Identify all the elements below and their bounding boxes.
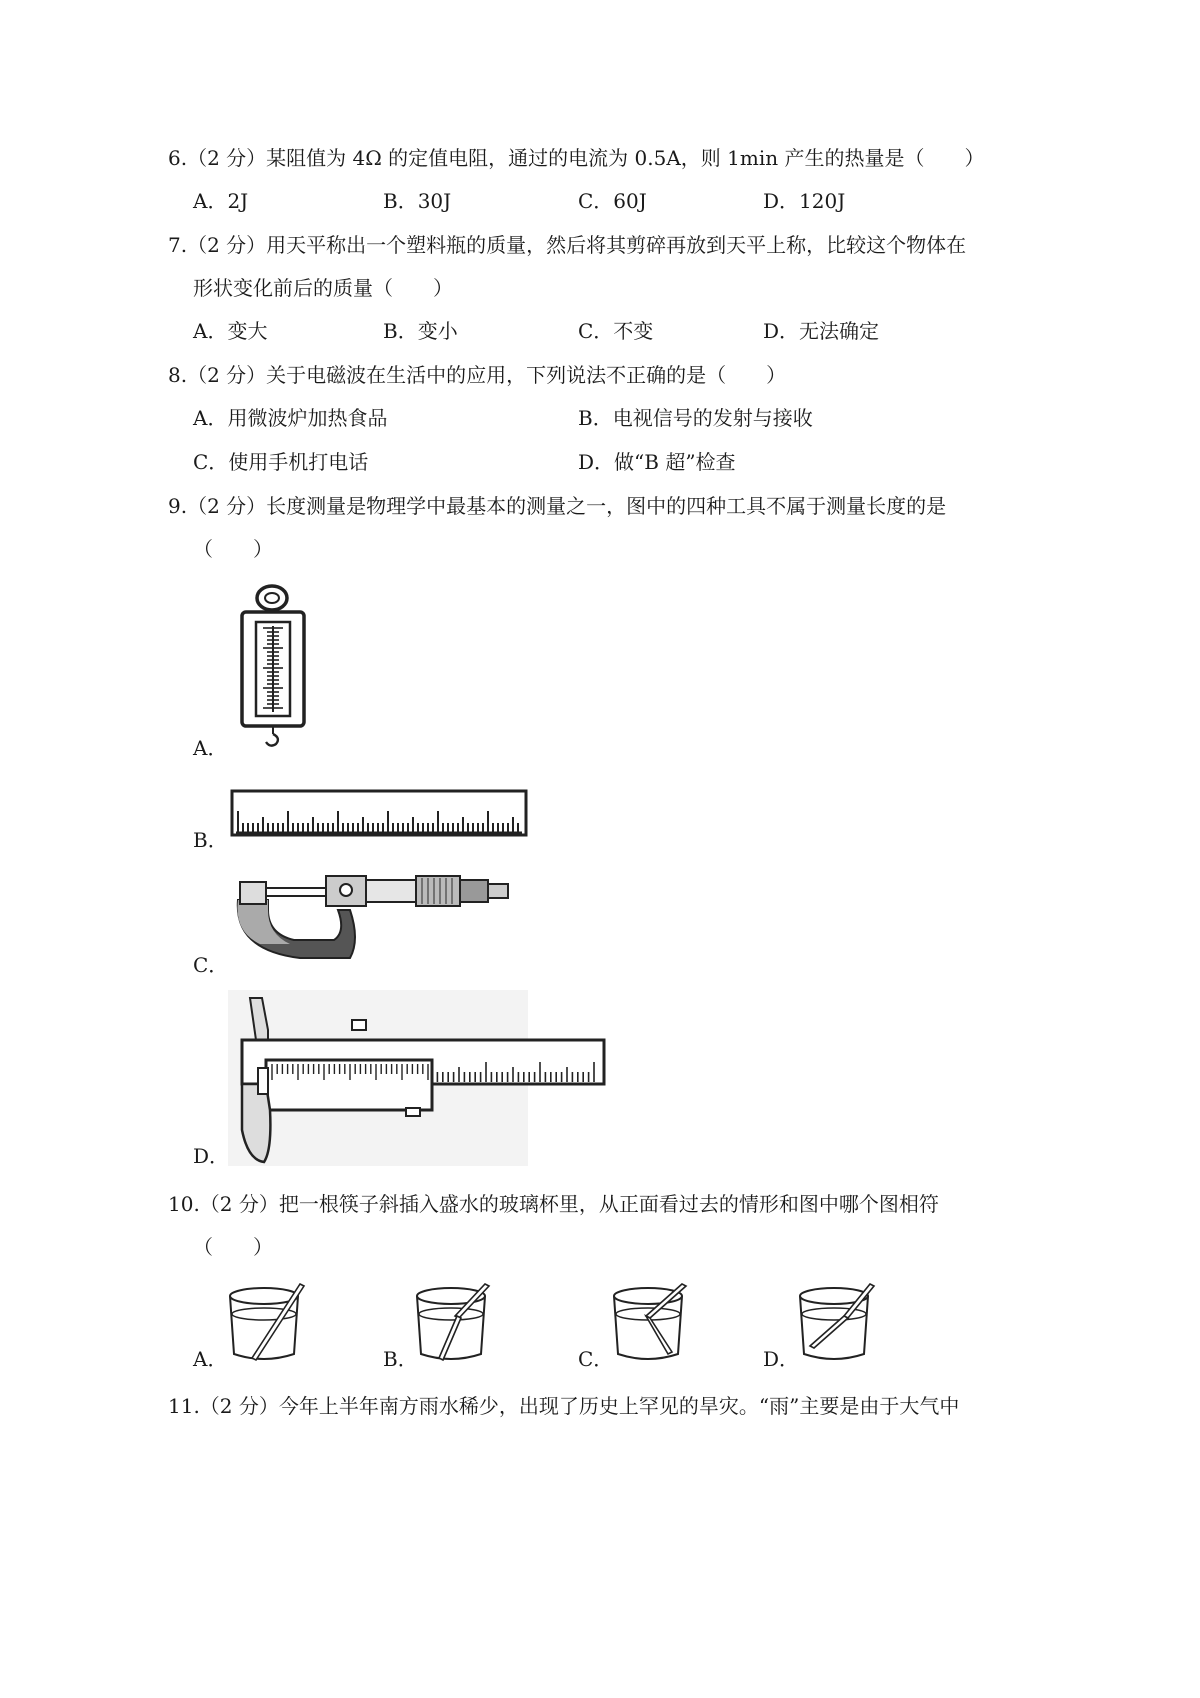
q9-stem-line1: 9.（2 分）长度测量是物理学中最基本的测量之一，图中的四种工具不属于测量长度的是 — [168, 494, 947, 518]
q9-option-d-label: D． — [193, 1144, 230, 1168]
q10-stem-line1: 10.（2 分）把一根筷子斜插入盛水的玻璃杯里，从正面看过去的情形和图中哪个图相符 — [168, 1192, 939, 1216]
q8-option-b: B．电视信号的发射与接收 — [578, 406, 813, 430]
q7-option-a: A．变大 — [193, 319, 268, 343]
q8-option-a: A．用微波炉加热食品 — [193, 406, 388, 430]
q7-option-b: B．变小 — [383, 319, 458, 343]
q6-option-b: B．30J — [383, 189, 452, 213]
q7-stem-line2: 形状变化前后的质量（ ） — [193, 276, 453, 300]
q11-stem-line1: 11.（2 分）今年上半年南方雨水稀少，出现了历史上罕见的旱灾。“雨”主要是由于大气中 — [168, 1394, 960, 1418]
q9-stem-line2: （ ） — [193, 537, 273, 561]
q8-stem: 8.（2 分）关于电磁波在生活中的应用，下列说法不正确的是（ ） — [168, 363, 787, 387]
q10-option-b-label: B． — [383, 1347, 418, 1371]
q9-option-c-label: C． — [193, 953, 229, 977]
q7-stem-line1: 7.（2 分）用天平称出一个塑料瓶的质量，然后将其剪碎再放到天平上称，比较这个物体在 — [168, 233, 967, 257]
q9-option-b-label: B． — [193, 828, 228, 852]
glass-chopstick-b-image — [413, 1282, 497, 1364]
q6-stem: 6.（2 分）某阻值为 4Ω 的定值电阻，通过的电流为 0.5A，则 1min 产生的热量是（ ） — [168, 146, 985, 170]
q6-option-a: A．2J — [193, 189, 249, 213]
micrometer-image — [230, 870, 520, 964]
glass-chopstick-c-image — [610, 1282, 694, 1364]
q8-option-d: D．做“B 超”检查 — [578, 450, 736, 474]
q6-option-c: C．60J — [578, 189, 647, 213]
q10-option-c-label: C． — [578, 1347, 614, 1371]
q7-option-d: D．无法确定 — [763, 319, 880, 343]
q9-option-a-label: A． — [193, 736, 228, 760]
spring-scale-image — [226, 582, 326, 750]
glass-chopstick-a-image — [226, 1282, 310, 1364]
q8-option-c: C．使用手机打电话 — [193, 450, 369, 474]
q10-option-d-label: D． — [763, 1347, 800, 1371]
q7-option-c: C．不变 — [578, 319, 654, 343]
ruler-image — [228, 787, 532, 839]
q10-option-a-label: A． — [193, 1347, 228, 1371]
q10-stem-line2: （ ） — [193, 1235, 273, 1259]
q6-option-d: D．120J — [763, 189, 846, 213]
vernier-caliper-image — [228, 990, 608, 1166]
glass-chopstick-d-image — [796, 1282, 880, 1364]
